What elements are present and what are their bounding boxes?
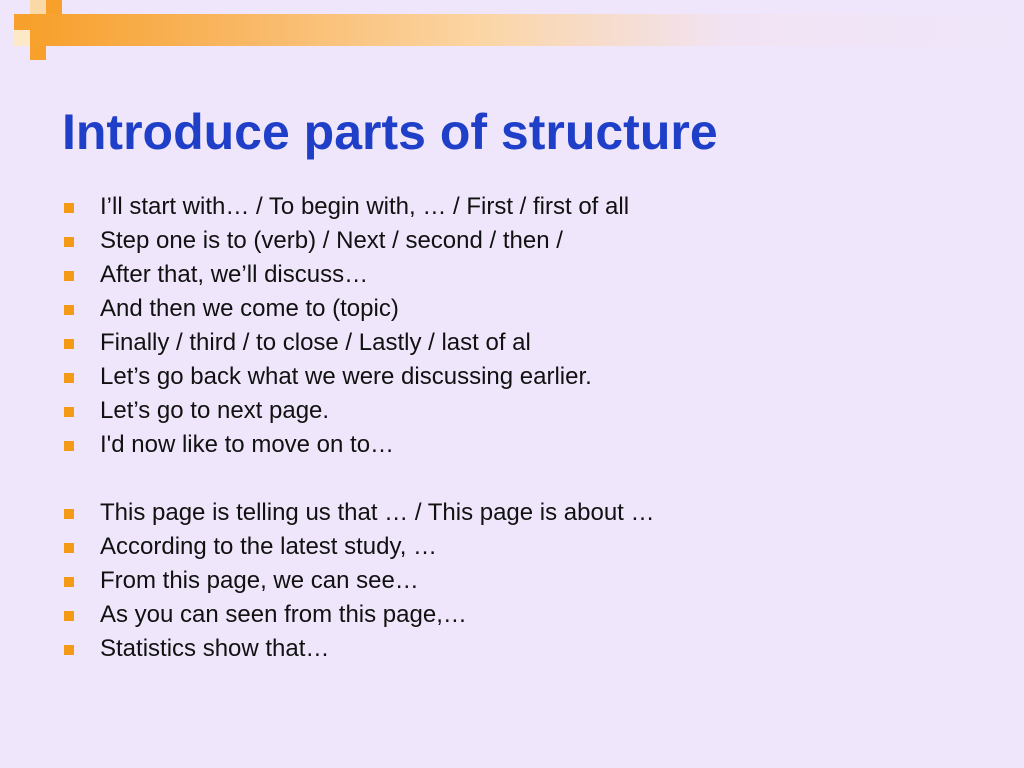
square-bullet-icon bbox=[64, 237, 74, 247]
decorative-square bbox=[14, 30, 30, 46]
bullet-text: As you can seen from this page,… bbox=[100, 601, 467, 628]
bullet-item bbox=[62, 530, 655, 564]
square-bullet-icon bbox=[64, 577, 74, 587]
square-bullet-icon bbox=[64, 441, 74, 451]
bullet-text: Step one is to (verb) / Next / second / then / bbox=[100, 227, 563, 254]
square-bullet-icon bbox=[64, 611, 74, 621]
decorative-square bbox=[30, 0, 46, 14]
bullet-item bbox=[62, 360, 655, 394]
bullet-text: According to the latest study, … bbox=[100, 533, 438, 560]
bullet-item bbox=[62, 632, 655, 666]
bullet-text: Statistics show that… bbox=[100, 635, 330, 662]
square-bullet-icon bbox=[64, 373, 74, 383]
bullet-text: I'd now like to move on to… bbox=[100, 431, 395, 458]
bullet-text: Let’s go back what we were discussing earlier. bbox=[100, 363, 592, 390]
bullet-item bbox=[62, 598, 655, 632]
bullet-item bbox=[62, 326, 655, 360]
bullet-item bbox=[62, 190, 655, 224]
bullet-text: And then we come to (topic) bbox=[100, 295, 399, 322]
decorative-square bbox=[30, 46, 46, 60]
decorative-square bbox=[46, 0, 62, 14]
square-bullet-icon bbox=[64, 271, 74, 281]
bullet-item bbox=[62, 224, 655, 258]
bullet-text: After that, we’ll discuss… bbox=[100, 261, 369, 288]
square-bullet-icon bbox=[64, 407, 74, 417]
bullet-item bbox=[62, 564, 655, 598]
square-bullet-icon bbox=[64, 203, 74, 213]
bullet-text: From this page, we can see… bbox=[100, 567, 419, 594]
decorative-square bbox=[14, 14, 30, 30]
bullet-item bbox=[62, 496, 655, 530]
square-bullet-icon bbox=[64, 305, 74, 315]
bullet-list bbox=[62, 190, 655, 666]
square-bullet-icon bbox=[64, 339, 74, 349]
decorative-banner bbox=[30, 14, 1024, 46]
square-bullet-icon bbox=[64, 543, 74, 553]
bullet-item bbox=[62, 292, 655, 326]
bullet-item bbox=[62, 394, 655, 428]
bullet-item bbox=[62, 258, 655, 292]
bullet-text: I’ll start with… / To begin with, … / First / first of all bbox=[100, 193, 630, 220]
square-bullet-icon bbox=[64, 645, 74, 655]
bullet-text: This page is telling us that … / This page is about … bbox=[100, 499, 655, 526]
bullet-text: Finally / third / to close / Lastly / last of al bbox=[100, 329, 531, 356]
bullet-item bbox=[62, 428, 655, 462]
square-bullet-icon bbox=[64, 509, 74, 519]
bullet-text: Let’s go to next page. bbox=[100, 397, 330, 424]
slide-title: Introduce parts of structure bbox=[62, 104, 718, 160]
